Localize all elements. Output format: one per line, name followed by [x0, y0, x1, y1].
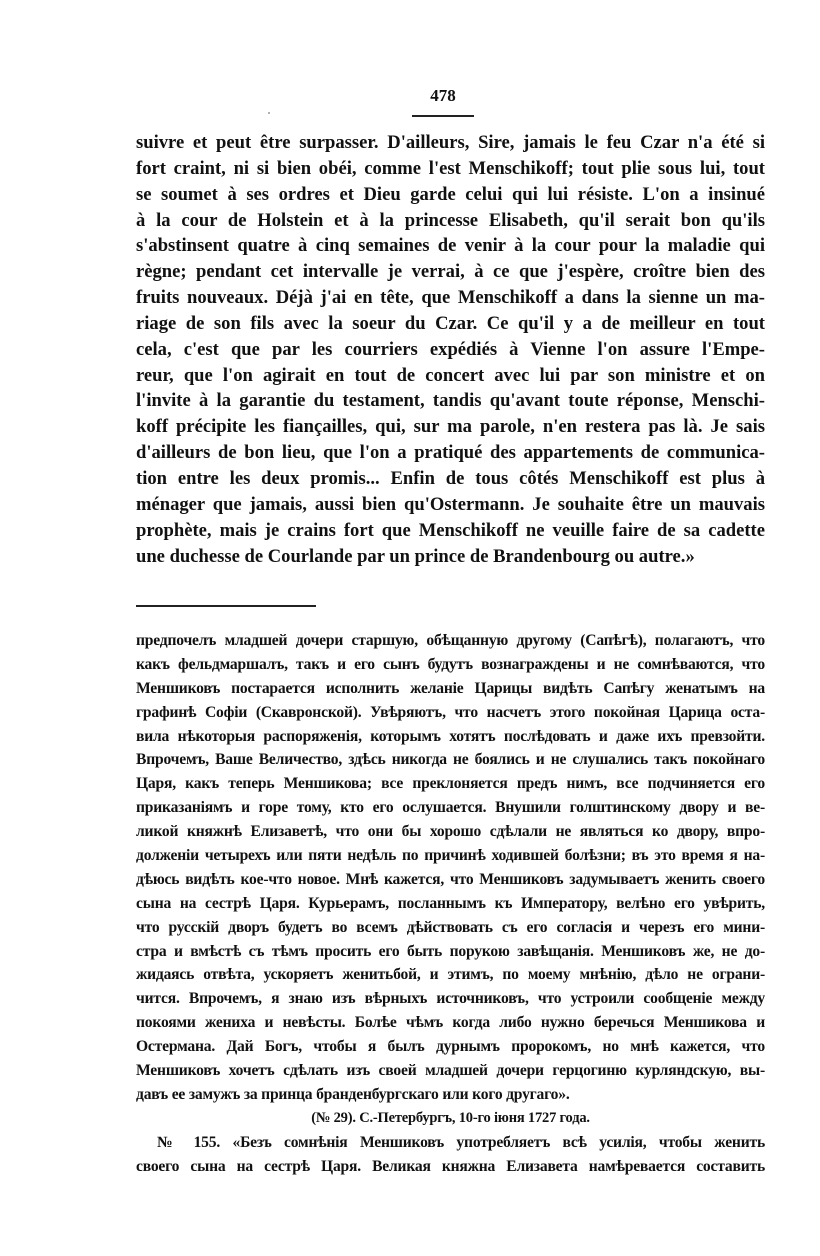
- text-line: prophète, mais je crains fort que Menschikoff ne veuille faire de sa cadette: [136, 519, 765, 541]
- footnote-line: чится. Впрочемъ, я знаю изъ вѣрныхъ источниковъ, что устроили сообщеніе между: [136, 990, 765, 1008]
- text-line: ménager que jamais, aussi bien qu'Ostermann. Je souhaite être un mauvais: [136, 493, 765, 515]
- text-line: l'invite à la garantie du testament, tandis qu'avant toute réponse, Menschi-: [136, 390, 765, 412]
- text-line: fruits nouveaux. Déjà j'ai en tête, que Menschikoff a dans la sienne un ma-: [136, 287, 765, 309]
- text-line: koff précipite les fiançailles, qui, sur ma parole, n'en restera pas là. Je sais: [136, 416, 765, 438]
- text-line: riage de son fils avec la soeur du Czar. Ce qu'il y a de meilleur en tout: [136, 312, 765, 334]
- footnote-line: Остермана. Дай Богъ, чтобы я былъ дурнымъ пророкомъ, но мнѣ кажется, что: [136, 1038, 765, 1056]
- footnote-line: долженіи четырехъ или пяти недѣль по причинѣ ходившей болѣзни; въ это время я на-: [136, 847, 765, 865]
- footnote-rule: [136, 605, 316, 607]
- footnote-line: покоями жениха и невѣсты. Болѣе чѣмъ когда либо нужно беречься Меншикова и: [136, 1014, 765, 1032]
- footnote-line: вила нѣкоторыя распоряженія, которымъ хотятъ послѣдовать и даже ихъ превзойти.: [136, 727, 765, 745]
- footnote-line: что русскій дворъ будетъ во всемъ дѣйствовать съ его согласія и черезъ его мини-: [136, 918, 765, 936]
- footnote-line: давъ ее замужъ за принца бранденбургскаго или кого другаго».: [136, 1085, 570, 1103]
- footnote-line: жидаясь отвѣта, ускоряетъ женитьбой, и этимъ, по моему мнѣнію, дѣло не ограни-: [136, 966, 765, 984]
- footnote-line: Меншиковъ хочетъ сдѣлать изъ своей младшей дочери герцогиню курляндскую, вы-: [136, 1062, 765, 1080]
- text-line: à la cour de Holstein et à la princesse Elisabeth, qu'il serait bon qu'ils: [136, 209, 765, 231]
- footnote-line: Царя, какъ теперь Меншикова; все преклоняется предъ нимъ, все подчиняется его: [136, 775, 765, 793]
- footnote-line: какъ фельдмаршалъ, такъ и его сынъ будутъ вознаграждены и не сомнѣваются, что: [136, 655, 765, 673]
- text-line: suivre et peut être surpasser. D'ailleurs, Sire, jamais le feu Czar n'a été si: [136, 132, 765, 153]
- page-number: 478: [430, 86, 456, 105]
- text-line: tion entre les deux promis... Enfin de tous côtés Menschikoff est plus à: [136, 467, 765, 489]
- text-line: d'ailleurs de bon lieu, que l'on a pratiqué des appartements de communica-: [136, 442, 765, 464]
- main-text: [136, 130, 765, 569]
- text-line: une duchesse de Courlande par un prince de Brandenbourg ou autre.»: [136, 545, 695, 567]
- footnote-line: дѣюсь видѣть кое-что новое. Мнѣ кажется, что Меншиковъ задумываетъ женить своего: [136, 870, 765, 888]
- footnote-line: приказаніямъ и горе тому, кто его ослушается. Внушили голштинскому двору и ве-: [136, 799, 765, 817]
- text-line: reur, que l'on agirait en tout de concert avec lui par son ministre et on: [136, 364, 765, 386]
- footnote-line: предпочелъ младшей дочери старшую, обѣщанную другому (Сапѣгѣ), полагаютъ, что: [136, 632, 765, 649]
- text-line: s'abstinsent quatre à cinq semaines de venir à la cour pour la maladie qui: [136, 235, 765, 257]
- footnote-line: графинѣ Софіи (Скавронской). Увѣряютъ, что насчетъ этого покойная Царица оста-: [136, 703, 765, 721]
- footnote-text: [136, 629, 765, 1178]
- entry-line: № 155. «Безъ сомнѣнія Меншиковъ употребляетъ всѣ усилія, чтобы женить: [157, 1133, 765, 1151]
- text-line: se soumet à ses ordres et Dieu garde celui qui lui résiste. L'on a insinué: [136, 183, 765, 205]
- dateline: (№ 29). С.-Петербургъ, 10-го іюня 1727 года.: [311, 1109, 590, 1126]
- footnote-line: сына на сестрѣ Царя. Курьерамъ, посланнымъ къ Императору, велѣно его увѣрить,: [136, 894, 765, 912]
- footnote-line: стра и вмѣстѣ съ тѣмъ просить его быть порукою завѣщанія. Меншиковъ же, не до-: [136, 942, 765, 960]
- footnote-line: Меншиковъ постарается исполнить желаніе Царицы видѣть Сапѣгу женатымъ на: [136, 679, 765, 697]
- footnote-line: Впрочемъ, Ваше Величество, здѣсь никогда не боялись и не слушались такъ покойнаго: [136, 751, 765, 769]
- entry-line: своего сына на сестрѣ Царя. Великая княжна Елизавета намѣревается составить: [136, 1157, 765, 1175]
- page-number-rule: [412, 115, 474, 117]
- scan-speck: [268, 112, 270, 114]
- text-line: règne; pendant cet intervalle je verrai, à ce que j'espère, croître bien des: [136, 261, 765, 283]
- text-line: cela, c'est que par les courriers expédiés à Vienne l'on assure l'Empe-: [136, 338, 765, 360]
- footnote-line: ликой княжнѣ Елизаветѣ, что они бы хорошо сдѣлали не являться ко двору, впро-: [136, 823, 765, 841]
- text-line: fort craint, ni si bien obéi, comme l'est Menschikoff; tout plie sous lui, tout: [136, 157, 765, 179]
